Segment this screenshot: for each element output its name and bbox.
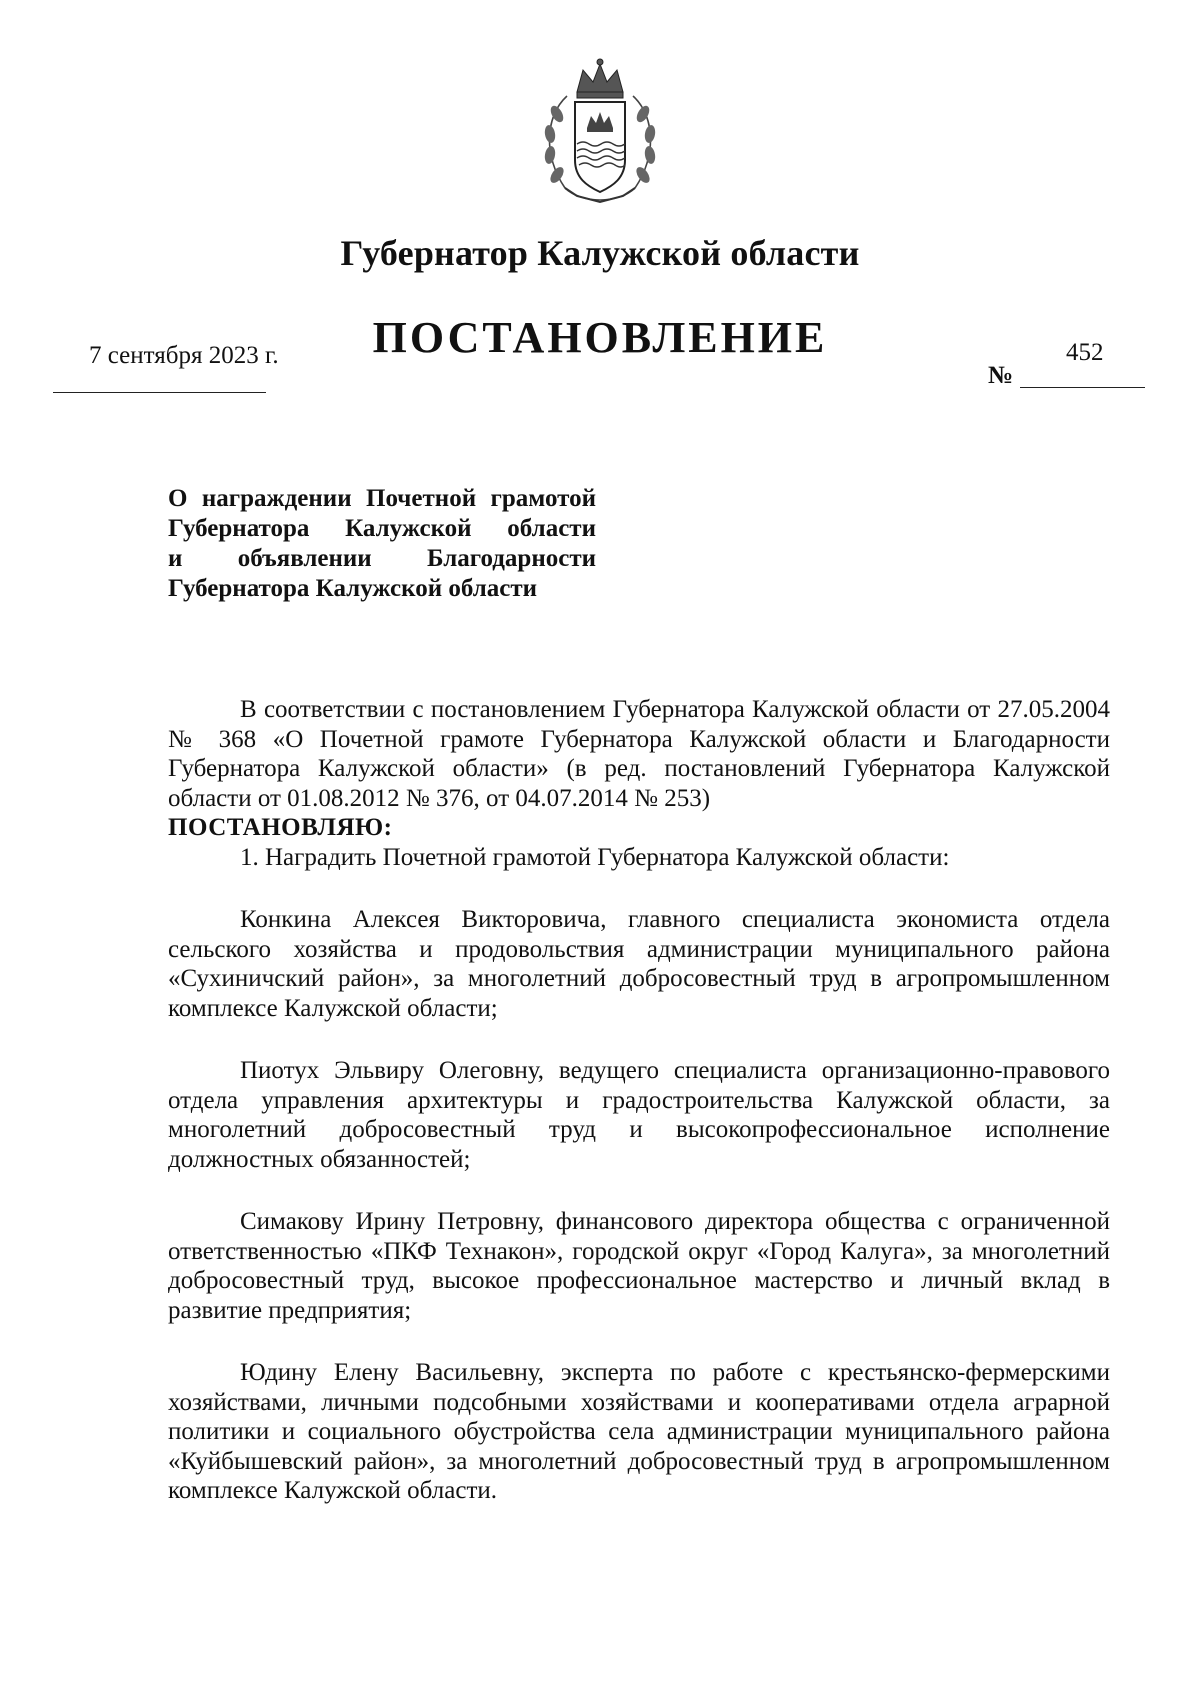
awardee-paragraph: Юдину Елену Васильевну, эксперта по работе с крестьянско-фермерскими хозяйствами, личными подсобными хозяйствами и кооперативами отдела аграрной политики и социального обустройства села администрации муниципального района «Куйбышевский район», за многолетний добросовестный труд в агропромышленном комплексе Калужской области. [168, 1359, 1110, 1504]
subject-line: и объявлении Благодарности [168, 545, 596, 572]
document-date: 7 сентября 2023 г. [89, 342, 279, 369]
document-body [168, 695, 1110, 1506]
subject-line: О награждении Почетной грамотой [168, 485, 596, 512]
date-underline [53, 392, 266, 393]
document-type-title: ПОСТАНОВЛЕНИЕ [372, 313, 828, 362]
awardee-paragraph: Симакову Ирину Петровну, финансового директора общества с ограниченной ответственностью «ПКФ Технакон», городской округ «Город Калуга», за многолетний добросовестный труд, высокое профессиональное мастерство и личный вклад в развитие предприятия; [168, 1208, 1110, 1324]
preamble-paragraph: В соответствии с постановлением Губернатора Калужской области от 27.05.2004 № 368 «О Почетной грамоте Губернатора Калужской области и Благодарности Губернатора Калужской области» (в ред. постановлений Губернатора Калужской области от 01.08.2012 № 376, от 04.07.2014 № 253) [168, 696, 1110, 812]
issuing-authority: Губернатор Калужской области [340, 233, 860, 273]
number-underline [1020, 387, 1145, 388]
coat-of-arms-icon [537, 56, 663, 208]
awardee-paragraph: Пиотух Эльвиру Олеговну, ведущего специалиста организационно-правового отдела управления архитектуры и градостроительства Калужской области, за многолетний добросовестный труд и высокопрофессиональное исполнение должностных обязанностей; [168, 1057, 1110, 1173]
document-subject [168, 484, 596, 604]
awardee-paragraph: Конкина Алексея Викторовича, главного специалиста экономиста отдела сельского хозяйства и продовольствия администрации муниципального района «Сухиничский район», за многолетний добросовестный труд в агропромышленном комплексе Калужской области; [168, 906, 1110, 1022]
document-number: 452 [1066, 339, 1104, 366]
subject-line: Губернатора Калужской области [168, 515, 596, 542]
number-sign: № [988, 362, 1014, 389]
clause-1: 1. Наградить Почетной грамотой Губернатора Калужской области: [240, 843, 950, 871]
decree-word: ПОСТАНОВЛЯЮ: [168, 814, 393, 841]
subject-line: Губернатора Калужской области [168, 575, 538, 602]
